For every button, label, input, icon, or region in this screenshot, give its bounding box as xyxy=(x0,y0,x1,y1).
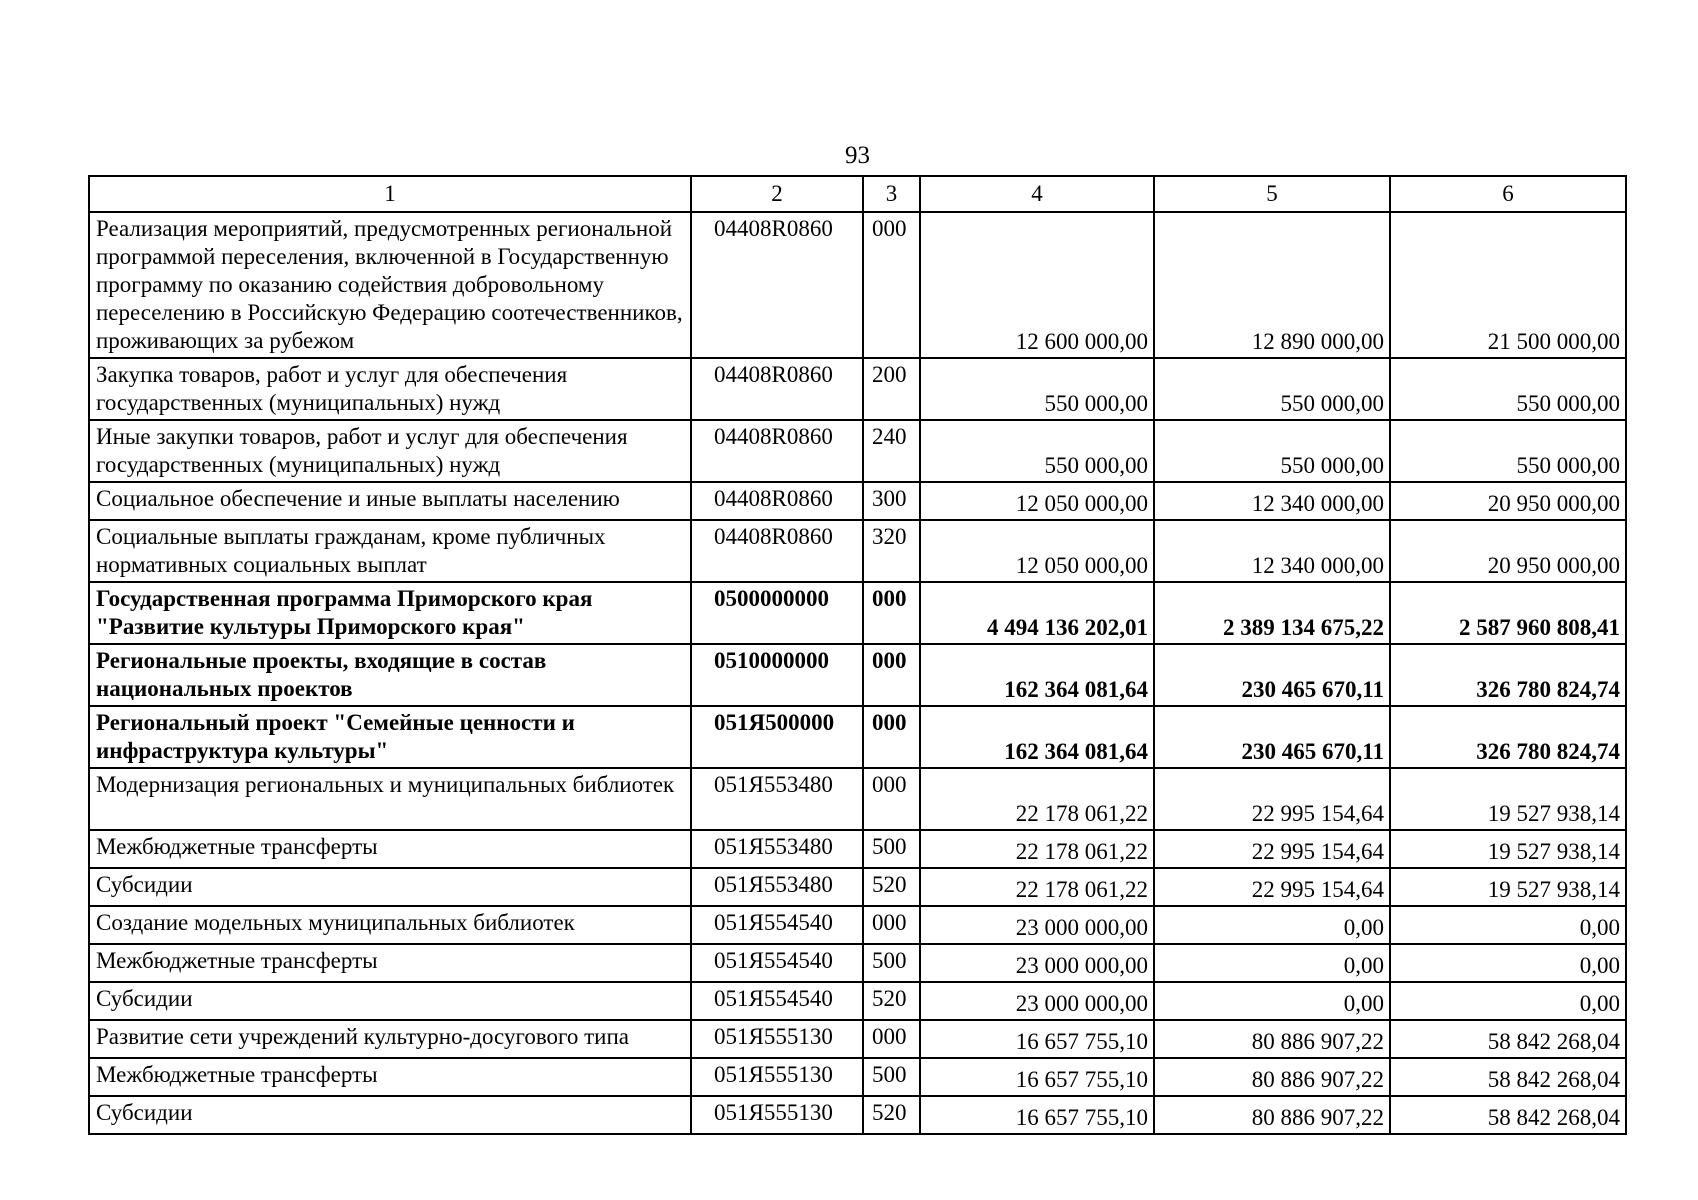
row-value-col5-cell: 550 000,00 xyxy=(1154,420,1390,482)
table-row xyxy=(89,644,1626,706)
table-row xyxy=(89,768,1626,830)
row-name-cell: Государственная программа Приморского края "Развитие культуры Приморского края" xyxy=(89,582,691,644)
row-name-cell: Иные закупки товаров, работ и услуг для обеспечения государственных (муниципальных) нужд xyxy=(89,420,691,482)
row-value-col5-cell: 0,00 xyxy=(1154,906,1390,944)
row-kind-cell: 000 xyxy=(863,706,920,768)
row-kind-cell: 000 xyxy=(863,906,920,944)
row-value-col4-cell: 22 178 061,22 xyxy=(920,868,1154,906)
row-name-cell: Региональные проекты, входящие в состав национальных проектов xyxy=(89,644,691,706)
row-value-col4-cell: 12 050 000,00 xyxy=(920,520,1154,582)
row-code-cell: 051Я554540 xyxy=(691,944,863,982)
row-value-col6-cell: 326 780 824,74 xyxy=(1390,706,1626,768)
row-code-cell: 051Я555130 xyxy=(691,1020,863,1058)
row-value-col4-cell: 12 050 000,00 xyxy=(920,482,1154,520)
row-code-cell: 051Я500000 xyxy=(691,706,863,768)
row-name-cell: Закупка товаров, работ и услуг для обеспечения государственных (муниципальных) нужд xyxy=(89,358,691,420)
row-value-col5-cell: 2 389 134 675,22 xyxy=(1154,582,1390,644)
row-value-col4-cell: 4 494 136 202,01 xyxy=(920,582,1154,644)
column-header: 4 xyxy=(920,176,1154,212)
row-name-cell: Создание модельных муниципальных библиотек xyxy=(89,906,691,944)
row-value-col6-cell: 58 842 268,04 xyxy=(1390,1096,1626,1134)
column-header: 1 xyxy=(89,176,691,212)
row-value-col5-cell: 22 995 154,64 xyxy=(1154,830,1390,868)
row-code-cell: 04408R0860 xyxy=(691,420,863,482)
row-code-cell: 051Я555130 xyxy=(691,1096,863,1134)
column-header: 2 xyxy=(691,176,863,212)
table-row xyxy=(89,706,1626,768)
table-row xyxy=(89,1020,1626,1058)
row-name-cell: Региональный проект "Семейные ценности и инфраструктура культуры" xyxy=(89,706,691,768)
budget-table xyxy=(88,175,1627,1135)
table-row xyxy=(89,520,1626,582)
row-code-cell: 051Я553480 xyxy=(691,868,863,906)
row-kind-cell: 320 xyxy=(863,520,920,582)
table-row xyxy=(89,868,1626,906)
row-value-col4-cell: 16 657 755,10 xyxy=(920,1058,1154,1096)
table-row xyxy=(89,1096,1626,1134)
row-value-col4-cell: 23 000 000,00 xyxy=(920,906,1154,944)
row-name-cell: Субсидии xyxy=(89,868,691,906)
row-value-col5-cell: 22 995 154,64 xyxy=(1154,868,1390,906)
row-value-col6-cell: 19 527 938,14 xyxy=(1390,868,1626,906)
row-value-col5-cell: 0,00 xyxy=(1154,944,1390,982)
row-value-col5-cell: 12 340 000,00 xyxy=(1154,520,1390,582)
row-value-col5-cell: 12 340 000,00 xyxy=(1154,482,1390,520)
row-value-col5-cell: 80 886 907,22 xyxy=(1154,1020,1390,1058)
row-code-cell: 051Я553480 xyxy=(691,830,863,868)
row-code-cell: 0500000000 xyxy=(691,582,863,644)
row-value-col4-cell: 162 364 081,64 xyxy=(920,644,1154,706)
row-value-col6-cell: 19 527 938,14 xyxy=(1390,830,1626,868)
row-value-col4-cell: 12 600 000,00 xyxy=(920,212,1154,358)
row-kind-cell: 300 xyxy=(863,482,920,520)
row-code-cell: 04408R0860 xyxy=(691,482,863,520)
table-row xyxy=(89,358,1626,420)
row-value-col4-cell: 550 000,00 xyxy=(920,420,1154,482)
row-name-cell: Социальные выплаты гражданам, кроме публичных нормативных социальных выплат xyxy=(89,520,691,582)
row-value-col6-cell: 58 842 268,04 xyxy=(1390,1058,1626,1096)
row-kind-cell: 500 xyxy=(863,944,920,982)
row-kind-cell: 200 xyxy=(863,358,920,420)
row-code-cell: 051Я553480 xyxy=(691,768,863,830)
row-kind-cell: 240 xyxy=(863,420,920,482)
row-name-cell: Развитие сети учреждений культурно-досугового типа xyxy=(89,1020,691,1058)
row-value-col6-cell: 326 780 824,74 xyxy=(1390,644,1626,706)
row-code-cell: 04408R0860 xyxy=(691,358,863,420)
row-code-cell: 0510000000 xyxy=(691,644,863,706)
table-row xyxy=(89,944,1626,982)
row-value-col6-cell: 550 000,00 xyxy=(1390,358,1626,420)
table-row xyxy=(89,420,1626,482)
row-value-col4-cell: 22 178 061,22 xyxy=(920,768,1154,830)
row-value-col5-cell: 12 890 000,00 xyxy=(1154,212,1390,358)
row-value-col6-cell: 19 527 938,14 xyxy=(1390,768,1626,830)
row-value-col5-cell: 80 886 907,22 xyxy=(1154,1058,1390,1096)
column-header: 5 xyxy=(1154,176,1390,212)
row-code-cell: 04408R0860 xyxy=(691,520,863,582)
row-name-cell: Модернизация региональных и муниципальных библиотек xyxy=(89,768,691,830)
row-value-col4-cell: 23 000 000,00 xyxy=(920,982,1154,1020)
row-name-cell: Реализация мероприятий, предусмотренных региональной программой переселения, включенной в Государственную программу по оказанию содействия добровольному переселению в Российскую Федерацию соотечественников, проживающих за рубежом xyxy=(89,212,691,358)
row-name-cell: Межбюджетные трансферты xyxy=(89,830,691,868)
table-row xyxy=(89,582,1626,644)
row-value-col6-cell: 58 842 268,04 xyxy=(1390,1020,1626,1058)
row-value-col6-cell: 0,00 xyxy=(1390,944,1626,982)
column-number-row xyxy=(89,176,1626,212)
table-row xyxy=(89,830,1626,868)
row-kind-cell: 520 xyxy=(863,1096,920,1134)
row-code-cell: 051Я555130 xyxy=(691,1058,863,1096)
row-value-col4-cell: 16 657 755,10 xyxy=(920,1020,1154,1058)
row-kind-cell: 520 xyxy=(863,868,920,906)
row-code-cell: 051Я554540 xyxy=(691,982,863,1020)
row-value-col6-cell: 0,00 xyxy=(1390,982,1626,1020)
row-value-col4-cell: 550 000,00 xyxy=(920,358,1154,420)
row-value-col4-cell: 162 364 081,64 xyxy=(920,706,1154,768)
row-value-col5-cell: 0,00 xyxy=(1154,982,1390,1020)
row-name-cell: Межбюджетные трансферты xyxy=(89,944,691,982)
row-kind-cell: 500 xyxy=(863,830,920,868)
column-header: 6 xyxy=(1390,176,1626,212)
table-row xyxy=(89,482,1626,520)
row-kind-cell: 000 xyxy=(863,644,920,706)
row-name-cell: Социальное обеспечение и иные выплаты населению xyxy=(89,482,691,520)
row-value-col6-cell: 550 000,00 xyxy=(1390,420,1626,482)
row-value-col4-cell: 23 000 000,00 xyxy=(920,944,1154,982)
row-value-col5-cell: 550 000,00 xyxy=(1154,358,1390,420)
row-value-col5-cell: 230 465 670,11 xyxy=(1154,644,1390,706)
row-name-cell: Субсидии xyxy=(89,1096,691,1134)
row-name-cell: Субсидии xyxy=(89,982,691,1020)
row-value-col6-cell: 20 950 000,00 xyxy=(1390,482,1626,520)
row-value-col5-cell: 230 465 670,11 xyxy=(1154,706,1390,768)
row-kind-cell: 500 xyxy=(863,1058,920,1096)
row-name-cell: Межбюджетные трансферты xyxy=(89,1058,691,1096)
row-code-cell: 04408R0860 xyxy=(691,212,863,358)
row-value-col6-cell: 0,00 xyxy=(1390,906,1626,944)
row-kind-cell: 000 xyxy=(863,212,920,358)
table-row xyxy=(89,1058,1626,1096)
row-value-col6-cell: 2 587 960 808,41 xyxy=(1390,582,1626,644)
row-code-cell: 051Я554540 xyxy=(691,906,863,944)
row-kind-cell: 000 xyxy=(863,582,920,644)
table-row xyxy=(89,906,1626,944)
column-header: 3 xyxy=(863,176,920,212)
row-value-col4-cell: 16 657 755,10 xyxy=(920,1096,1154,1134)
row-value-col6-cell: 20 950 000,00 xyxy=(1390,520,1626,582)
table-row xyxy=(89,982,1626,1020)
row-kind-cell: 000 xyxy=(863,1020,920,1058)
page-number: 93 xyxy=(845,142,870,169)
row-kind-cell: 520 xyxy=(863,982,920,1020)
row-value-col4-cell: 22 178 061,22 xyxy=(920,830,1154,868)
row-value-col5-cell: 22 995 154,64 xyxy=(1154,768,1390,830)
row-value-col6-cell: 21 500 000,00 xyxy=(1390,212,1626,358)
row-value-col5-cell: 80 886 907,22 xyxy=(1154,1096,1390,1134)
row-kind-cell: 000 xyxy=(863,768,920,830)
table-row xyxy=(89,212,1626,358)
